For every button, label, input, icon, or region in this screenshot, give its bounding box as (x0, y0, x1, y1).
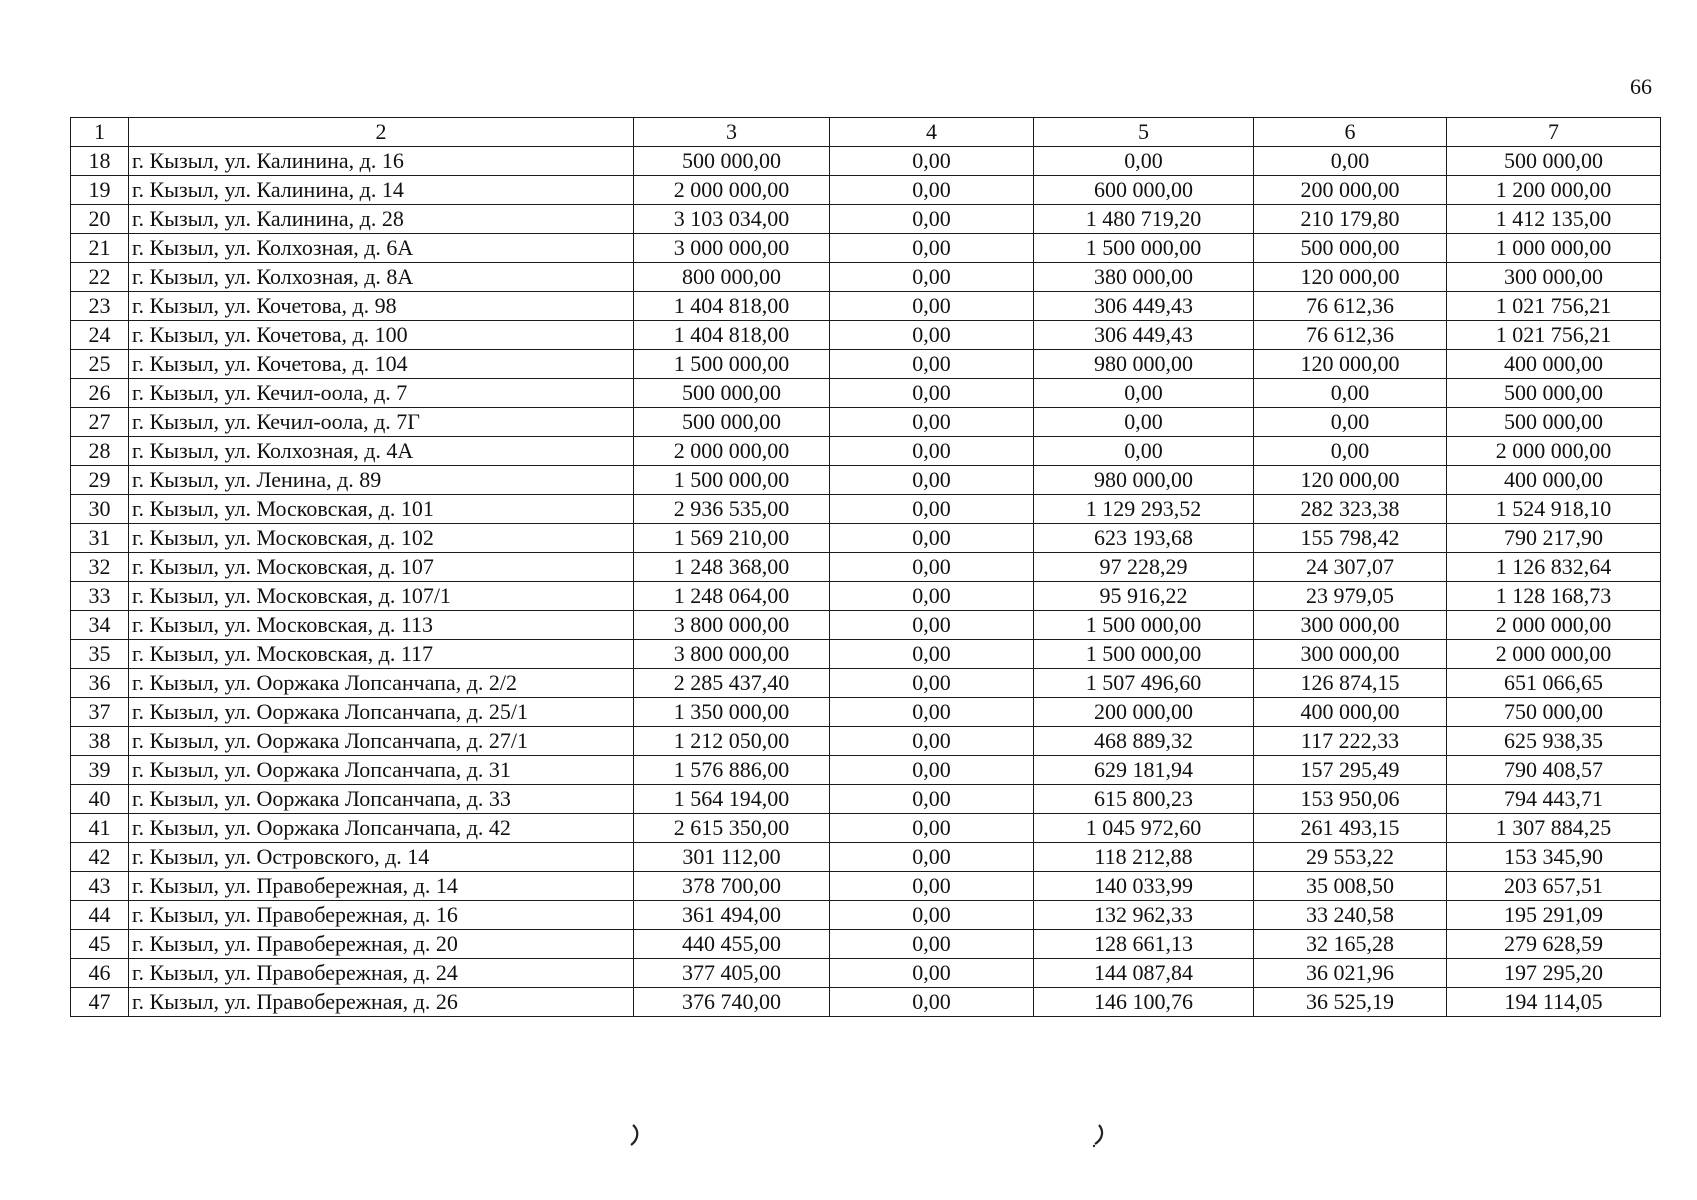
col-5-cell: 306 449,43 (1034, 292, 1254, 321)
col-5-cell: 132 962,33 (1034, 901, 1254, 930)
funding-table (70, 117, 1661, 1017)
col-address-cell: г. Кызыл, ул. Кочетова, д. 98 (129, 292, 634, 321)
col-6-cell: 157 295,49 (1254, 756, 1447, 785)
col-6-cell: 32 165,28 (1254, 930, 1447, 959)
col-4-cell: 0,00 (830, 988, 1034, 1017)
ink-mark (1092, 1122, 1106, 1148)
col-3-cell: 1 576 886,00 (634, 756, 830, 785)
col-address-cell: г. Кызыл, ул. Московская, д. 113 (129, 611, 634, 640)
col-7-cell: 1 126 832,64 (1447, 553, 1661, 582)
col-6-cell: 155 798,42 (1254, 524, 1447, 553)
header-cell-4: 4 (830, 118, 1034, 147)
col-num-cell: 45 (71, 930, 129, 959)
col-7-cell: 1 412 135,00 (1447, 205, 1661, 234)
col-3-cell: 3 000 000,00 (634, 234, 830, 263)
col-num-cell: 21 (71, 234, 129, 263)
col-3-cell: 361 494,00 (634, 901, 830, 930)
col-4-cell: 0,00 (830, 843, 1034, 872)
col-5-cell: 140 033,99 (1034, 872, 1254, 901)
col-5-cell: 0,00 (1034, 408, 1254, 437)
col-3-cell: 1 248 064,00 (634, 582, 830, 611)
col-address-cell: г. Кызыл, ул. Кечил-оола, д. 7Г (129, 408, 634, 437)
col-address-cell: г. Кызыл, ул. Ооржака Лопсанчапа, д. 27/1 (129, 727, 634, 756)
col-7-cell: 625 938,35 (1447, 727, 1661, 756)
col-4-cell: 0,00 (830, 756, 1034, 785)
col-num-cell: 18 (71, 147, 129, 176)
col-6-cell: 36 021,96 (1254, 959, 1447, 988)
col-address-cell: г. Кызыл, ул. Кочетова, д. 100 (129, 321, 634, 350)
col-5-cell: 97 228,29 (1034, 553, 1254, 582)
col-3-cell: 440 455,00 (634, 930, 830, 959)
header-cell-1: 1 (71, 118, 129, 147)
col-address-cell: г. Кызыл, ул. Ооржака Лопсанчапа, д. 25/1 (129, 698, 634, 727)
col-7-cell: 300 000,00 (1447, 263, 1661, 292)
col-7-cell: 790 217,90 (1447, 524, 1661, 553)
col-7-cell: 279 628,59 (1447, 930, 1661, 959)
col-5-cell: 980 000,00 (1034, 350, 1254, 379)
col-4-cell: 0,00 (830, 582, 1034, 611)
col-3-cell: 2 936 535,00 (634, 495, 830, 524)
col-4-cell: 0,00 (830, 292, 1034, 321)
col-3-cell: 377 405,00 (634, 959, 830, 988)
col-address-cell: г. Кызыл, ул. Калинина, д. 28 (129, 205, 634, 234)
col-address-cell: г. Кызыл, ул. Колхозная, д. 4А (129, 437, 634, 466)
col-3-cell: 3 800 000,00 (634, 640, 830, 669)
col-3-cell: 1 350 000,00 (634, 698, 830, 727)
col-6-cell: 120 000,00 (1254, 466, 1447, 495)
col-4-cell: 0,00 (830, 553, 1034, 582)
col-7-cell: 500 000,00 (1447, 408, 1661, 437)
col-5-cell: 1 129 293,52 (1034, 495, 1254, 524)
col-4-cell: 0,00 (830, 147, 1034, 176)
table-row (71, 640, 1661, 669)
col-5-cell: 1 500 000,00 (1034, 611, 1254, 640)
col-5-cell: 0,00 (1034, 437, 1254, 466)
col-4-cell: 0,00 (830, 814, 1034, 843)
table-row (71, 176, 1661, 205)
col-address-cell: г. Кызыл, ул. Ооржака Лопсанчапа, д. 2/2 (129, 669, 634, 698)
col-address-cell: г. Кызыл, ул. Правобережная, д. 24 (129, 959, 634, 988)
col-6-cell: 282 323,38 (1254, 495, 1447, 524)
col-7-cell: 194 114,05 (1447, 988, 1661, 1017)
col-4-cell: 0,00 (830, 611, 1034, 640)
col-4-cell: 0,00 (830, 698, 1034, 727)
col-5-cell: 1 507 496,60 (1034, 669, 1254, 698)
col-address-cell: г. Кызыл, ул. Ленина, д. 89 (129, 466, 634, 495)
table-row (71, 321, 1661, 350)
header-cell-5: 5 (1034, 118, 1254, 147)
col-5-cell: 0,00 (1034, 147, 1254, 176)
col-3-cell: 1 404 818,00 (634, 321, 830, 350)
col-num-cell: 29 (71, 466, 129, 495)
col-4-cell: 0,00 (830, 379, 1034, 408)
col-3-cell: 500 000,00 (634, 147, 830, 176)
table-row (71, 988, 1661, 1017)
col-address-cell: г. Кызыл, ул. Колхозная, д. 8А (129, 263, 634, 292)
col-4-cell: 0,00 (830, 727, 1034, 756)
col-3-cell: 378 700,00 (634, 872, 830, 901)
col-address-cell: г. Кызыл, ул. Колхозная, д. 6А (129, 234, 634, 263)
col-5-cell: 95 916,22 (1034, 582, 1254, 611)
col-7-cell: 2 000 000,00 (1447, 611, 1661, 640)
col-6-cell: 210 179,80 (1254, 205, 1447, 234)
col-address-cell: г. Кызыл, ул. Ооржака Лопсанчапа, д. 33 (129, 785, 634, 814)
col-4-cell: 0,00 (830, 437, 1034, 466)
col-6-cell: 500 000,00 (1254, 234, 1447, 263)
col-5-cell: 0,00 (1034, 379, 1254, 408)
table-row (71, 147, 1661, 176)
col-4-cell: 0,00 (830, 466, 1034, 495)
col-address-cell: г. Кызыл, ул. Правобережная, д. 20 (129, 930, 634, 959)
col-6-cell: 126 874,15 (1254, 669, 1447, 698)
col-5-cell: 629 181,94 (1034, 756, 1254, 785)
col-3-cell: 301 112,00 (634, 843, 830, 872)
col-6-cell: 400 000,00 (1254, 698, 1447, 727)
col-3-cell: 1 564 194,00 (634, 785, 830, 814)
col-4-cell: 0,00 (830, 321, 1034, 350)
col-7-cell: 1 307 884,25 (1447, 814, 1661, 843)
col-4-cell: 0,00 (830, 930, 1034, 959)
col-7-cell: 500 000,00 (1447, 379, 1661, 408)
col-num-cell: 37 (71, 698, 129, 727)
col-3-cell: 376 740,00 (634, 988, 830, 1017)
col-3-cell: 2 000 000,00 (634, 176, 830, 205)
col-6-cell: 23 979,05 (1254, 582, 1447, 611)
table-row (71, 495, 1661, 524)
col-4-cell: 0,00 (830, 669, 1034, 698)
col-3-cell: 1 248 368,00 (634, 553, 830, 582)
table-row (71, 524, 1661, 553)
col-6-cell: 120 000,00 (1254, 350, 1447, 379)
col-address-cell: г. Кызыл, ул. Правобережная, д. 14 (129, 872, 634, 901)
table-row (71, 466, 1661, 495)
col-7-cell: 1 021 756,21 (1447, 292, 1661, 321)
col-5-cell: 306 449,43 (1034, 321, 1254, 350)
col-5-cell: 980 000,00 (1034, 466, 1254, 495)
header-cell-2: 2 (129, 118, 634, 147)
table-row (71, 408, 1661, 437)
col-7-cell: 203 657,51 (1447, 872, 1661, 901)
col-7-cell: 1 524 918,10 (1447, 495, 1661, 524)
header-cell-6: 6 (1254, 118, 1447, 147)
table-row (71, 698, 1661, 727)
col-7-cell: 400 000,00 (1447, 350, 1661, 379)
col-4-cell: 0,00 (830, 901, 1034, 930)
col-4-cell: 0,00 (830, 263, 1034, 292)
page-number: 66 (1630, 74, 1652, 99)
col-address-cell: г. Кызыл, ул. Калинина, д. 14 (129, 176, 634, 205)
col-num-cell: 41 (71, 814, 129, 843)
col-3-cell: 1 212 050,00 (634, 727, 830, 756)
col-6-cell: 76 612,36 (1254, 321, 1447, 350)
col-6-cell: 76 612,36 (1254, 292, 1447, 321)
col-6-cell: 35 008,50 (1254, 872, 1447, 901)
col-address-cell: г. Кызыл, ул. Правобережная, д. 26 (129, 988, 634, 1017)
col-3-cell: 1 500 000,00 (634, 350, 830, 379)
col-num-cell: 20 (71, 205, 129, 234)
col-4-cell: 0,00 (830, 495, 1034, 524)
col-6-cell: 0,00 (1254, 147, 1447, 176)
col-3-cell: 2 615 350,00 (634, 814, 830, 843)
col-address-cell: г. Кызыл, ул. Московская, д. 117 (129, 640, 634, 669)
col-7-cell: 500 000,00 (1447, 147, 1661, 176)
table-row (71, 611, 1661, 640)
col-4-cell: 0,00 (830, 234, 1034, 263)
col-4-cell: 0,00 (830, 205, 1034, 234)
col-3-cell: 500 000,00 (634, 379, 830, 408)
col-4-cell: 0,00 (830, 785, 1034, 814)
table-row (71, 785, 1661, 814)
table-row (71, 263, 1661, 292)
col-7-cell: 153 345,90 (1447, 843, 1661, 872)
table-body (71, 118, 1661, 1017)
col-num-cell: 26 (71, 379, 129, 408)
table-row (71, 872, 1661, 901)
col-num-cell: 46 (71, 959, 129, 988)
table-row (71, 437, 1661, 466)
ink-mark (628, 1122, 642, 1148)
table-row (71, 901, 1661, 930)
col-7-cell: 790 408,57 (1447, 756, 1661, 785)
col-5-cell: 146 100,76 (1034, 988, 1254, 1017)
col-5-cell: 1 480 719,20 (1034, 205, 1254, 234)
col-num-cell: 35 (71, 640, 129, 669)
col-num-cell: 31 (71, 524, 129, 553)
col-address-cell: г. Кызыл, ул. Московская, д. 101 (129, 495, 634, 524)
col-address-cell: г. Кызыл, ул. Ооржака Лопсанчапа, д. 31 (129, 756, 634, 785)
col-num-cell: 27 (71, 408, 129, 437)
col-3-cell: 500 000,00 (634, 408, 830, 437)
col-5-cell: 1 500 000,00 (1034, 234, 1254, 263)
table-row (71, 959, 1661, 988)
table-row (71, 843, 1661, 872)
col-address-cell: г. Кызыл, ул. Калинина, д. 16 (129, 147, 634, 176)
col-3-cell: 3 800 000,00 (634, 611, 830, 640)
col-3-cell: 2 285 437,40 (634, 669, 830, 698)
col-5-cell: 1 500 000,00 (1034, 640, 1254, 669)
col-num-cell: 32 (71, 553, 129, 582)
col-3-cell: 2 000 000,00 (634, 437, 830, 466)
table-row (71, 292, 1661, 321)
col-7-cell: 1 128 168,73 (1447, 582, 1661, 611)
col-4-cell: 0,00 (830, 408, 1034, 437)
col-3-cell: 3 103 034,00 (634, 205, 830, 234)
col-6-cell: 117 222,33 (1254, 727, 1447, 756)
col-5-cell: 128 661,13 (1034, 930, 1254, 959)
col-6-cell: 0,00 (1254, 408, 1447, 437)
col-num-cell: 38 (71, 727, 129, 756)
col-5-cell: 144 087,84 (1034, 959, 1254, 988)
col-5-cell: 600 000,00 (1034, 176, 1254, 205)
table-row (71, 727, 1661, 756)
col-num-cell: 47 (71, 988, 129, 1017)
col-3-cell: 1 569 210,00 (634, 524, 830, 553)
col-num-cell: 28 (71, 437, 129, 466)
table-row (71, 205, 1661, 234)
col-6-cell: 0,00 (1254, 379, 1447, 408)
col-6-cell: 200 000,00 (1254, 176, 1447, 205)
col-4-cell: 0,00 (830, 959, 1034, 988)
col-address-cell: г. Кызыл, ул. Правобережная, д. 16 (129, 901, 634, 930)
col-num-cell: 33 (71, 582, 129, 611)
col-7-cell: 1 000 000,00 (1447, 234, 1661, 263)
col-4-cell: 0,00 (830, 872, 1034, 901)
header-cell-7: 7 (1447, 118, 1661, 147)
col-num-cell: 44 (71, 901, 129, 930)
col-6-cell: 36 525,19 (1254, 988, 1447, 1017)
col-3-cell: 1 404 818,00 (634, 292, 830, 321)
col-num-cell: 43 (71, 872, 129, 901)
col-5-cell: 623 193,68 (1034, 524, 1254, 553)
col-num-cell: 23 (71, 292, 129, 321)
col-address-cell: г. Кызыл, ул. Московская, д. 107/1 (129, 582, 634, 611)
header-row (71, 118, 1661, 147)
col-address-cell: г. Кызыл, ул. Московская, д. 107 (129, 553, 634, 582)
col-7-cell: 197 295,20 (1447, 959, 1661, 988)
col-4-cell: 0,00 (830, 640, 1034, 669)
col-6-cell: 153 950,06 (1254, 785, 1447, 814)
col-address-cell: г. Кызыл, ул. Островского, д. 14 (129, 843, 634, 872)
col-4-cell: 0,00 (830, 524, 1034, 553)
col-3-cell: 1 500 000,00 (634, 466, 830, 495)
col-7-cell: 1 200 000,00 (1447, 176, 1661, 205)
table-row (71, 669, 1661, 698)
col-7-cell: 195 291,09 (1447, 901, 1661, 930)
col-5-cell: 380 000,00 (1034, 263, 1254, 292)
table-row (71, 756, 1661, 785)
col-7-cell: 2 000 000,00 (1447, 640, 1661, 669)
col-5-cell: 118 212,88 (1034, 843, 1254, 872)
col-num-cell: 40 (71, 785, 129, 814)
col-7-cell: 750 000,00 (1447, 698, 1661, 727)
col-num-cell: 34 (71, 611, 129, 640)
col-7-cell: 400 000,00 (1447, 466, 1661, 495)
col-num-cell: 24 (71, 321, 129, 350)
col-7-cell: 2 000 000,00 (1447, 437, 1661, 466)
col-7-cell: 1 021 756,21 (1447, 321, 1661, 350)
col-num-cell: 30 (71, 495, 129, 524)
col-num-cell: 22 (71, 263, 129, 292)
col-6-cell: 0,00 (1254, 437, 1447, 466)
col-6-cell: 300 000,00 (1254, 611, 1447, 640)
col-4-cell: 0,00 (830, 176, 1034, 205)
table-row (71, 930, 1661, 959)
col-6-cell: 29 553,22 (1254, 843, 1447, 872)
table-row (71, 553, 1661, 582)
col-address-cell: г. Кызыл, ул. Московская, д. 102 (129, 524, 634, 553)
table-row (71, 234, 1661, 263)
table-row (71, 582, 1661, 611)
col-address-cell: г. Кызыл, ул. Ооржака Лопсанчапа, д. 42 (129, 814, 634, 843)
table-row (71, 379, 1661, 408)
col-address-cell: г. Кызыл, ул. Кечил-оола, д. 7 (129, 379, 634, 408)
col-6-cell: 24 307,07 (1254, 553, 1447, 582)
col-num-cell: 42 (71, 843, 129, 872)
header-cell-3: 3 (634, 118, 830, 147)
col-5-cell: 1 045 972,60 (1034, 814, 1254, 843)
col-5-cell: 615 800,23 (1034, 785, 1254, 814)
col-6-cell: 261 493,15 (1254, 814, 1447, 843)
col-6-cell: 33 240,58 (1254, 901, 1447, 930)
col-7-cell: 794 443,71 (1447, 785, 1661, 814)
col-num-cell: 39 (71, 756, 129, 785)
col-num-cell: 19 (71, 176, 129, 205)
table-row (71, 350, 1661, 379)
col-7-cell: 651 066,65 (1447, 669, 1661, 698)
col-4-cell: 0,00 (830, 350, 1034, 379)
col-num-cell: 25 (71, 350, 129, 379)
col-5-cell: 200 000,00 (1034, 698, 1254, 727)
col-6-cell: 300 000,00 (1254, 640, 1447, 669)
col-6-cell: 120 000,00 (1254, 263, 1447, 292)
col-num-cell: 36 (71, 669, 129, 698)
col-3-cell: 800 000,00 (634, 263, 830, 292)
col-5-cell: 468 889,32 (1034, 727, 1254, 756)
table-row (71, 814, 1661, 843)
col-address-cell: г. Кызыл, ул. Кочетова, д. 104 (129, 350, 634, 379)
